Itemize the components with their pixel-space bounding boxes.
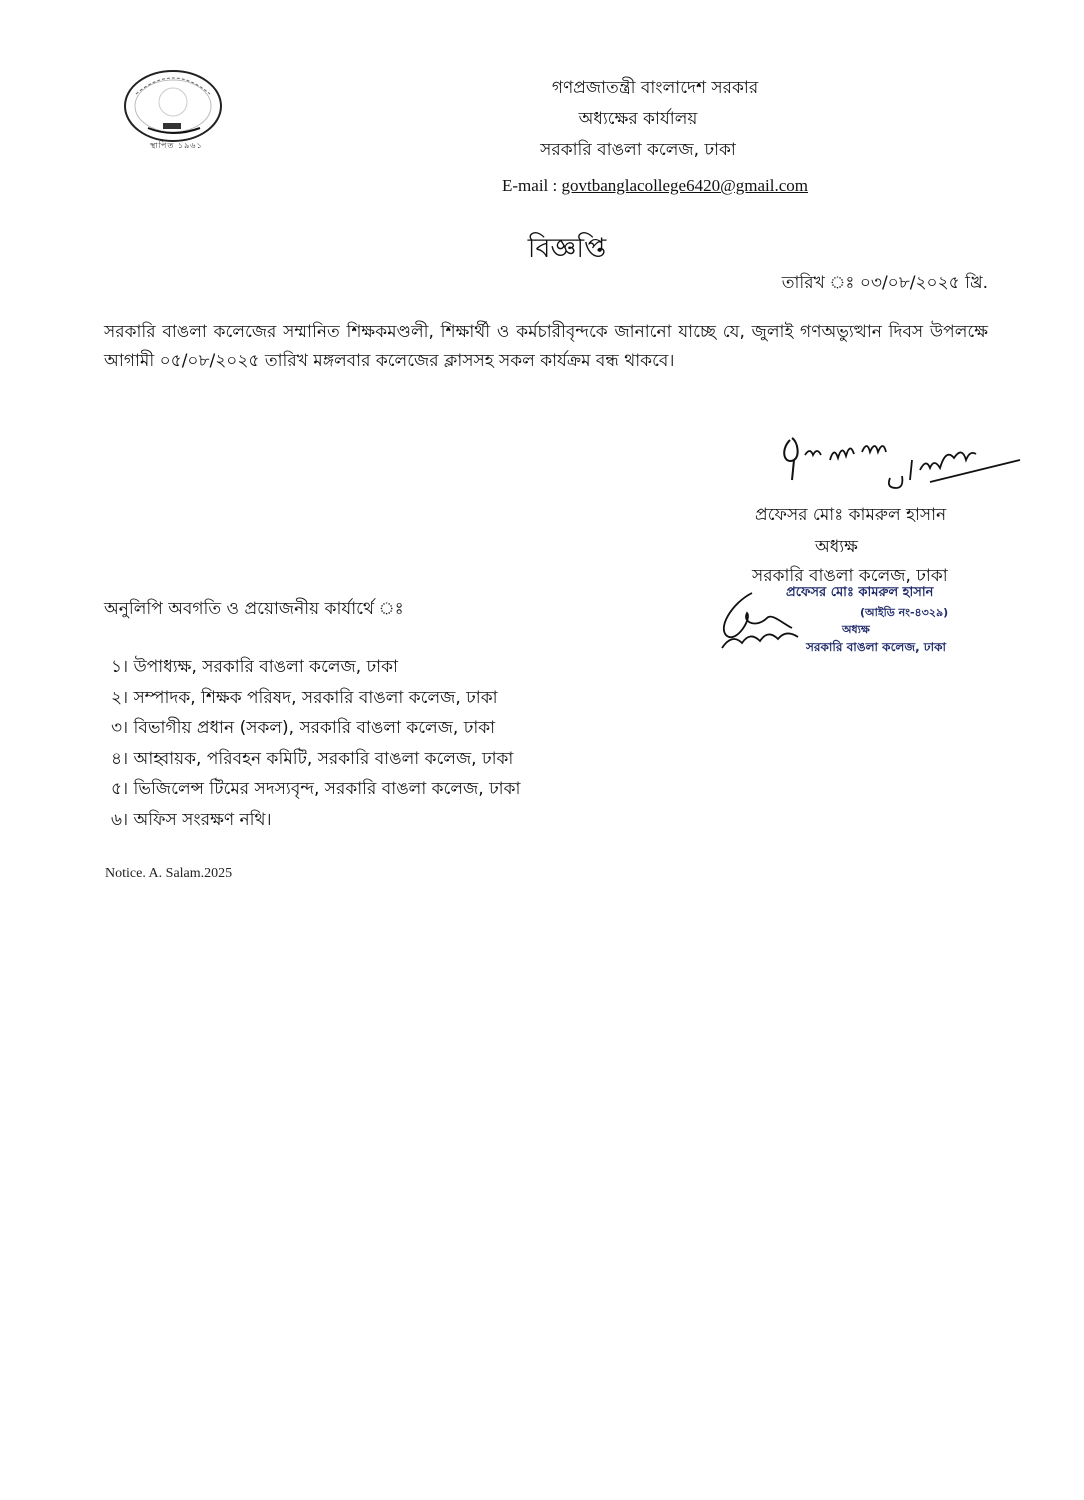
notice-date: তারিখ ঃ ০৩/০৮/২০২৫ খ্রি. — [781, 273, 988, 293]
seal-caption: স্থাপিত ১৯৬১ — [150, 141, 203, 150]
email-line — [113, 176, 1084, 196]
copies-heading: অনুলিপি অবগতি ও প্রয়োজনীয় কার্যার্থে ঃ — [104, 599, 404, 619]
list-item: ৫। ভিজিলেন্স টিমের সদস্যবৃন্দ, সরকারি বাঙলা কলেজ, ঢাকা — [111, 779, 521, 799]
signature-icon — [770, 420, 1030, 505]
stamp-id: (আইডি নং-৪৩২৯) — [860, 606, 949, 619]
stamp-name: প্রফেসর মোঃ কামরুল হাসান — [786, 585, 934, 600]
stamp-institution: সরকারি বাঙলা কলেজ, ঢাকা — [806, 640, 946, 654]
stamp-designation: অধ্যক্ষ — [842, 623, 870, 636]
reference-code: Notice. A. Salam.2025 — [105, 866, 233, 881]
email-link[interactable]: govtbanglacollege6420@gmail.com — [561, 176, 808, 195]
email-label: E-mail : — [502, 176, 562, 195]
signatory-institution: সরকারি বাঙলা কলেজ, ঢাকা — [752, 566, 948, 586]
notice-title: বিজ্ঞপ্তি — [527, 233, 607, 264]
government-title: গণপ্রজাতন্ত্রী বাংলাদেশ সরকার — [551, 78, 759, 98]
list-item: ৬। অফিস সংরক্ষণ নথি। — [111, 809, 272, 830]
office-title: অধ্যক্ষের কার্যালয় — [578, 109, 698, 129]
college-title: সরকারি বাঙলা কলেজ, ঢাকা — [540, 140, 736, 160]
signatory-designation: অধ্যক্ষ — [815, 537, 858, 557]
signatory-name: প্রফেসর মোঃ কামরুল হাসান — [755, 505, 947, 525]
notice-body: সরকারি বাঙলা কলেজের সম্মানিত শিক্ষকমণ্ডলী, শিক্ষার্থী ও কর্মচারীবৃন্দকে জানানো যাচ্ছে যে, জুলাই গণঅভ্যুত্থান দিবস উপলক্ষে আগামী ০৫/০৮/২০২৫ তারিখ মঙ্গলবার কলেজের ক্লাসসহ সকল কার্যক্রম বন্ধ থাকবে। — [104, 322, 988, 371]
list-item: ২। সম্পাদক, শিক্ষক পরিষদ, সরকারি বাঙলা কলেজ, ঢাকা — [111, 687, 498, 708]
copies-list — [111, 652, 520, 835]
list-item: ৩। বিভাগীয় প্রধান (সকল), সরকারি বাঙলা কলেজ, ঢাকা — [111, 718, 496, 738]
list-item: ৪। আহ্বায়ক, পরিবহন কমিটি, সরকারি বাঙলা কলেজ, ঢাকা — [111, 748, 514, 769]
list-item: ১। উপাধ্যক্ষ, সরকারি বাঙলা কলেজ, ঢাকা — [111, 657, 398, 677]
